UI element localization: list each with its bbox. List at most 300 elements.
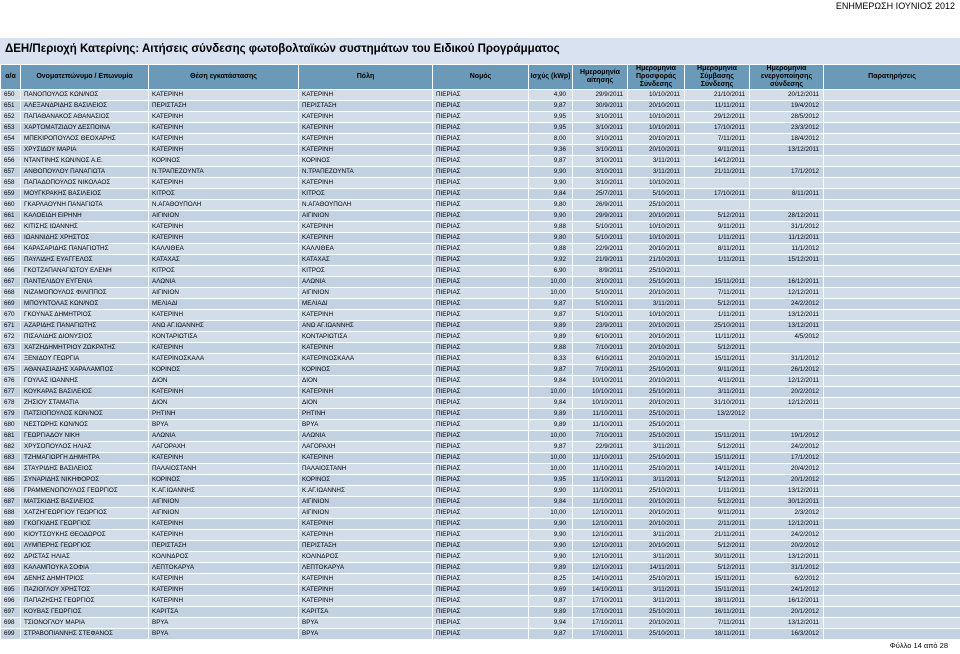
cell-contract-date: 5/12/2011 (685, 299, 750, 310)
cell-city: ΚΑΤΕΡΙΝΗ (299, 343, 433, 354)
col-header-application-date: Ημερομηνία αίτησης (573, 65, 628, 90)
cell-location: ΚΑΤΕΡΙΝΗ (149, 123, 299, 134)
cell-remarks (824, 519, 960, 530)
cell-remarks (824, 310, 960, 321)
table-row (1, 365, 960, 376)
cell-power: 9,90 (529, 167, 573, 178)
cell-activation-date (750, 200, 824, 211)
cell-offer-date: 10/10/2011 (628, 222, 685, 233)
cell-application-date: 17/10/2011 (573, 629, 628, 640)
cell-prefecture: ΠΙΕΡΙΑΣ (433, 420, 529, 431)
cell-prefecture: ΠΙΕΡΙΑΣ (433, 266, 529, 277)
cell-contract-date: 11/11/2011 (685, 101, 750, 112)
cell-remarks (824, 486, 960, 497)
table-row (1, 552, 960, 563)
cell-location: ΚΑΤΕΡΙΝΗ (149, 387, 299, 398)
table-row (1, 299, 960, 310)
cell-aa: 693 (1, 563, 21, 574)
cell-activation-date (750, 178, 824, 189)
cell-location: ΠΕΡΙΣΤΑΣΗ (149, 101, 299, 112)
cell-aa: 670 (1, 310, 21, 321)
cell-application-date: 3/10/2011 (573, 145, 628, 156)
cell-application-date: 12/10/2011 (573, 563, 628, 574)
cell-contract-date: 5/12/2011 (685, 343, 750, 354)
cell-aa: 669 (1, 299, 21, 310)
cell-name: ΠΙΣΑΛΙΔΗΣ ΔΙΟΝΥΣΙΟΣ (21, 332, 149, 343)
cell-city: ΚΑΤΕΡΙΝΗ (299, 233, 433, 244)
cell-name: ΑΛΕΞΑΝΔΡΙΔΗΣ ΒΑΣΙΛΕΙΟΣ (21, 101, 149, 112)
cell-contract-date: 5/12/2011 (685, 563, 750, 574)
cell-city: ΚΑΤΕΡΙΝΗ (299, 222, 433, 233)
cell-city: ΚΑΤΕΡΙΝΗ (299, 387, 433, 398)
cell-power: 9,89 (529, 420, 573, 431)
cell-offer-date: 25/10/2011 (628, 607, 685, 618)
cell-city: ΚΑΤΕΡΙΝΗ (299, 453, 433, 464)
col-header-prefecture: Νομός (433, 65, 529, 90)
col-header-name: Ονοματεπώνυμο / Επωνυμία (21, 65, 149, 90)
cell-remarks (824, 541, 960, 552)
cell-prefecture: ΠΙΕΡΙΑΣ (433, 431, 529, 442)
cell-power: 9,84 (529, 497, 573, 508)
cell-prefecture: ΠΙΕΡΙΑΣ (433, 365, 529, 376)
cell-prefecture: ΠΙΕΡΙΑΣ (433, 508, 529, 519)
cell-aa: 664 (1, 244, 21, 255)
cell-remarks (824, 387, 960, 398)
cell-offer-date: 20/10/2011 (628, 398, 685, 409)
cell-name: ΠΑΠΑΔΟΠΟΥΛΟΣ ΝΙΚΟΛΑΟΣ (21, 178, 149, 189)
cell-prefecture: ΠΙΕΡΙΑΣ (433, 398, 529, 409)
cell-contract-date: 5/12/2011 (685, 497, 750, 508)
cell-power: 9,88 (529, 343, 573, 354)
cell-remarks (824, 189, 960, 200)
cell-activation-date: 6/2/2012 (750, 574, 824, 585)
cell-offer-date: 20/10/2011 (628, 541, 685, 552)
cell-offer-date: 25/10/2011 (628, 387, 685, 398)
cell-offer-date: 20/10/2011 (628, 354, 685, 365)
cell-offer-date: 3/11/2011 (628, 299, 685, 310)
cell-aa: 680 (1, 420, 21, 431)
cell-contract-date: 7/11/2011 (685, 288, 750, 299)
cell-power: 9,95 (529, 123, 573, 134)
cell-remarks (824, 354, 960, 365)
cell-name: ΠΑΤΣΙΟΠΟΥΛΟΣ ΚΩΝ/ΝΟΣ (21, 409, 149, 420)
cell-application-date: 11/10/2011 (573, 475, 628, 486)
cell-contract-date: 30/11/2011 (685, 552, 750, 563)
cell-remarks (824, 475, 960, 486)
cell-application-date: 11/10/2011 (573, 497, 628, 508)
cell-contract-date: 5/12/2011 (685, 541, 750, 552)
cell-power: 9,88 (529, 244, 573, 255)
cell-location: ΑΝΩ ΑΓ.ΙΩΑΝΝΗΣ (149, 321, 299, 332)
cell-application-date: 3/10/2011 (573, 134, 628, 145)
cell-power: 10,00 (529, 464, 573, 475)
cell-name: ΓΡΑΜΜΕΝΟΠΟΥΛΟΣ ΓΕΩΡΓΙΟΣ (21, 486, 149, 497)
cell-application-date: 3/10/2011 (573, 156, 628, 167)
cell-city: ΚΑΤΕΡΙΝΗ (299, 123, 433, 134)
cell-name: ΓΟΥΛΑΣ ΙΩΑΝΝΗΣ (21, 376, 149, 387)
cell-power: 9,87 (529, 299, 573, 310)
cell-remarks (824, 629, 960, 640)
cell-aa: 687 (1, 497, 21, 508)
cell-offer-date: 25/10/2011 (628, 266, 685, 277)
cell-offer-date: 10/10/2011 (628, 310, 685, 321)
cell-contract-date: 21/10/2011 (685, 90, 750, 101)
cell-aa: 675 (1, 365, 21, 376)
cell-power: 6,90 (529, 266, 573, 277)
cell-aa: 651 (1, 101, 21, 112)
cell-location: ΑΛΩΝΙΑ (149, 277, 299, 288)
cell-offer-date: 20/10/2011 (628, 497, 685, 508)
cell-activation-date: 24/2/2012 (750, 442, 824, 453)
cell-offer-date: 20/10/2011 (628, 145, 685, 156)
cell-prefecture: ΠΙΕΡΙΑΣ (433, 541, 529, 552)
cell-offer-date: 5/10/2011 (628, 189, 685, 200)
cell-name: ΝΤΑΝΤΙΝΗΣ ΚΩΝ/ΝΟΣ Α.Ε. (21, 156, 149, 167)
cell-prefecture: ΠΙΕΡΙΑΣ (433, 200, 529, 211)
cell-offer-date: 10/10/2011 (628, 90, 685, 101)
cell-remarks (824, 563, 960, 574)
table-row (1, 222, 960, 233)
cell-activation-date: 8/11/2011 (750, 189, 824, 200)
cell-aa: 696 (1, 596, 21, 607)
table-row (1, 134, 960, 145)
cell-location: ΑΙΓΙΝΙΟΝ (149, 497, 299, 508)
table-row (1, 618, 960, 629)
cell-power: 10,00 (529, 508, 573, 519)
cell-activation-date (750, 266, 824, 277)
cell-activation-date: 12/12/2011 (750, 398, 824, 409)
cell-aa: 671 (1, 321, 21, 332)
col-header-power: Ισχύς (kWp) (529, 65, 573, 90)
cell-activation-date: 12/12/2011 (750, 288, 824, 299)
cell-activation-date (750, 156, 824, 167)
cell-location: ΚΑΤΕΡΙΝΗ (149, 310, 299, 321)
cell-location: ΔΙΟΝ (149, 376, 299, 387)
cell-prefecture: ΠΙΕΡΙΑΣ (433, 90, 529, 101)
cell-location: Κ.ΑΓ.ΙΩΑΝΝΗΣ (149, 486, 299, 497)
cell-remarks (824, 145, 960, 156)
cell-name: ΣΥΝΑΡΙΔΗΣ ΝΙΚΗΦΟΡΟΣ (21, 475, 149, 486)
cell-prefecture: ΠΙΕΡΙΑΣ (433, 112, 529, 123)
cell-location: ΛΑΓΟΡΑΧΗ (149, 442, 299, 453)
cell-city: ΚΑΤΕΡΙΝΗ (299, 178, 433, 189)
cell-location: ΚΑΤΑΧΑΣ (149, 255, 299, 266)
cell-application-date: 7/10/2011 (573, 365, 628, 376)
cell-location: ΚΑΤΕΡΙΝΟΣΚΑΛΑ (149, 354, 299, 365)
cell-location: ΒΡΥΑ (149, 629, 299, 640)
cell-location: ΚΙΤΡΟΣ (149, 266, 299, 277)
cell-prefecture: ΠΙΕΡΙΑΣ (433, 222, 529, 233)
cell-activation-date: 16/3/2012 (750, 629, 824, 640)
cell-contract-date: 1/11/2011 (685, 233, 750, 244)
cell-power: 9,84 (529, 376, 573, 387)
cell-city: ΑΙΓΙΝΙΟΝ (299, 211, 433, 222)
cell-city: Ν.ΤΡΑΠΕΖΟΥΝΤΑ (299, 167, 433, 178)
cell-activation-date: 16/12/2011 (750, 277, 824, 288)
cell-contract-date: 18/11/2011 (685, 629, 750, 640)
cell-activation-date: 20/1/2012 (750, 475, 824, 486)
cell-location: ΚΙΤΡΟΣ (149, 189, 299, 200)
cell-remarks (824, 607, 960, 618)
cell-activation-date: 28/5/2012 (750, 112, 824, 123)
cell-activation-date (750, 343, 824, 354)
cell-offer-date: 20/10/2011 (628, 134, 685, 145)
cell-aa: 688 (1, 508, 21, 519)
cell-offer-date: 20/10/2011 (628, 211, 685, 222)
table-row (1, 255, 960, 266)
cell-offer-date: 10/10/2011 (628, 233, 685, 244)
cell-application-date: 26/9/2011 (573, 200, 628, 211)
cell-contract-date: 15/11/2011 (685, 431, 750, 442)
cell-offer-date: 10/10/2011 (628, 112, 685, 123)
cell-power: 9,87 (529, 365, 573, 376)
cell-aa: 656 (1, 156, 21, 167)
col-header-city: Πόλη (299, 65, 433, 90)
cell-remarks (824, 453, 960, 464)
cell-power: 9,90 (529, 541, 573, 552)
cell-remarks (824, 552, 960, 563)
cell-power: 9,87 (529, 442, 573, 453)
cell-activation-date: 20/2/2012 (750, 387, 824, 398)
cell-application-date: 14/10/2011 (573, 585, 628, 596)
cell-contract-date: 21/11/2011 (685, 167, 750, 178)
cell-location: ΚΟΝΤΑΡΙΩΤΙΣΑ (149, 332, 299, 343)
cell-city: ΠΑΛΑΙΟΣΤΑΝΗ (299, 464, 433, 475)
cell-aa: 673 (1, 343, 21, 354)
cell-power: 10,00 (529, 431, 573, 442)
cell-aa: 676 (1, 376, 21, 387)
table-row (1, 431, 960, 442)
cell-power: 9,80 (529, 233, 573, 244)
cell-city: ΜΕΛΙΑΔΙ (299, 299, 433, 310)
cell-city: ΑΙΓΙΝΙΟΝ (299, 497, 433, 508)
cell-aa: 659 (1, 189, 21, 200)
table-row (1, 156, 960, 167)
table-row (1, 90, 960, 101)
cell-city: ΚΑΤΕΡΙΝΗ (299, 596, 433, 607)
cell-offer-date: 21/10/2011 (628, 255, 685, 266)
cell-aa: 684 (1, 464, 21, 475)
table-row (1, 211, 960, 222)
cell-remarks (824, 618, 960, 629)
cell-remarks (824, 497, 960, 508)
cell-prefecture: ΠΙΕΡΙΑΣ (433, 145, 529, 156)
cell-contract-date: 13/2/2012 (685, 409, 750, 420)
cell-prefecture: ΠΙΕΡΙΑΣ (433, 596, 529, 607)
table-row (1, 464, 960, 475)
cell-aa: 666 (1, 266, 21, 277)
cell-power: 9,87 (529, 596, 573, 607)
cell-aa: 654 (1, 134, 21, 145)
cell-aa: 694 (1, 574, 21, 585)
cell-activation-date (750, 409, 824, 420)
cell-offer-date: 3/11/2011 (628, 156, 685, 167)
table-row (1, 167, 960, 178)
cell-city: ΚΑΡΙΤΣΑ (299, 607, 433, 618)
cell-contract-date: 11/11/2011 (685, 332, 750, 343)
cell-location: ΑΙΓΙΝΙΟΝ (149, 508, 299, 519)
cell-remarks (824, 101, 960, 112)
cell-city: ΑΙΓΙΝΙΟΝ (299, 288, 433, 299)
cell-remarks (824, 156, 960, 167)
cell-location: ΠΕΡΙΣΤΑΣΗ (149, 541, 299, 552)
cell-power: 9,80 (529, 200, 573, 211)
cell-prefecture: ΠΙΕΡΙΑΣ (433, 563, 529, 574)
cell-city: ΑΝΩ ΑΓ.ΙΩΑΝΝΗΣ (299, 321, 433, 332)
cell-application-date: 6/10/2011 (573, 332, 628, 343)
cell-city: ΚΑΤΕΡΙΝΗ (299, 134, 433, 145)
cell-application-date: 3/10/2011 (573, 277, 628, 288)
cell-offer-date: 25/10/2011 (628, 200, 685, 211)
cell-power: 9,84 (529, 189, 573, 200)
table-row (1, 277, 960, 288)
cell-application-date: 10/10/2011 (573, 376, 628, 387)
cell-activation-date: 13/12/2011 (750, 486, 824, 497)
cell-remarks (824, 596, 960, 607)
cell-city: ΑΙΓΙΝΙΟΝ (299, 508, 433, 519)
cell-prefecture: ΠΙΕΡΙΑΣ (433, 134, 529, 145)
cell-power: 9,87 (529, 629, 573, 640)
cell-offer-date: 25/10/2011 (628, 453, 685, 464)
cell-activation-date: 2/3/2012 (750, 508, 824, 519)
cell-application-date: 11/10/2011 (573, 464, 628, 475)
cell-prefecture: ΠΙΕΡΙΑΣ (433, 233, 529, 244)
cell-power: 9,89 (529, 563, 573, 574)
cell-contract-date: 18/11/2011 (685, 596, 750, 607)
cell-location: ΚΑΤΕΡΙΝΗ (149, 222, 299, 233)
cell-power: 9,90 (529, 178, 573, 189)
cell-application-date: 12/10/2011 (573, 530, 628, 541)
cell-contract-date: 15/11/2011 (685, 453, 750, 464)
cell-contract-date: 2/11/2011 (685, 519, 750, 530)
table-row (1, 486, 960, 497)
cell-prefecture: ΠΙΕΡΙΑΣ (433, 255, 529, 266)
cell-city: ΒΡΥΑ (299, 629, 433, 640)
cell-remarks (824, 299, 960, 310)
cell-aa: 697 (1, 607, 21, 618)
cell-offer-date: 25/10/2011 (628, 409, 685, 420)
cell-location: ΚΟΡΙΝΟΣ (149, 156, 299, 167)
cell-name: ΧΑΤΖΗΓΕΩΡΓΙΟΥ ΓΕΩΡΓΙΟΣ (21, 508, 149, 519)
cell-power: 4,90 (529, 90, 573, 101)
cell-contract-date: 17/10/2011 (685, 189, 750, 200)
cell-contract-date (685, 420, 750, 431)
cell-offer-date: 20/10/2011 (628, 618, 685, 629)
cell-activation-date: 13/12/2011 (750, 618, 824, 629)
cell-location: ΑΙΓΙΝΙΟΝ (149, 288, 299, 299)
col-header-activation-date: Ημερομηνία ενεργοποίησης σύνδεσης (750, 65, 824, 90)
cell-name: ΓΚΑΡΛΑΟΥΝΗ ΠΑΝΑΓΙΩΤΑ (21, 200, 149, 211)
table-row (1, 310, 960, 321)
cell-activation-date: 20/12/2011 (750, 90, 824, 101)
cell-city: ΔΙΟΝ (299, 398, 433, 409)
cell-offer-date: 20/10/2011 (628, 376, 685, 387)
cell-aa: 657 (1, 167, 21, 178)
cell-offer-date: 25/10/2011 (628, 629, 685, 640)
cell-location: Ν.ΤΡΑΠΕΖΟΥΝΤΑ (149, 167, 299, 178)
table-row (1, 200, 960, 211)
applications-table (0, 64, 960, 640)
cell-prefecture: ΠΙΕΡΙΑΣ (433, 464, 529, 475)
cell-remarks (824, 343, 960, 354)
cell-power: 9,90 (529, 530, 573, 541)
cell-prefecture: ΠΙΕΡΙΑΣ (433, 101, 529, 112)
cell-contract-date: 1/11/2011 (685, 486, 750, 497)
cell-remarks (824, 508, 960, 519)
cell-offer-date: 20/10/2011 (628, 321, 685, 332)
cell-prefecture: ΠΙΕΡΙΑΣ (433, 387, 529, 398)
cell-contract-date: 9/11/2011 (685, 222, 750, 233)
table-row (1, 497, 960, 508)
cell-contract-date: 15/11/2011 (685, 354, 750, 365)
table-row (1, 387, 960, 398)
cell-city: ΚΑΤΕΡΙΝΗ (299, 112, 433, 123)
cell-remarks (824, 112, 960, 123)
cell-city: ΠΕΡΙΣΤΑΣΗ (299, 541, 433, 552)
cell-aa: 683 (1, 453, 21, 464)
cell-activation-date: 31/1/2012 (750, 354, 824, 365)
cell-contract-date: 7/11/2011 (685, 134, 750, 145)
table-row (1, 563, 960, 574)
cell-name: ΓΚΟΥΝΑΣ ΔΗΜΗΤΡΙΟΣ (21, 310, 149, 321)
cell-location: ΚΑΤΕΡΙΝΗ (149, 453, 299, 464)
cell-aa: 689 (1, 519, 21, 530)
cell-power: 9,87 (529, 310, 573, 321)
table-row (1, 530, 960, 541)
cell-activation-date: 12/12/2011 (750, 376, 824, 387)
cell-aa: 667 (1, 277, 21, 288)
cell-contract-date: 31/10/2011 (685, 398, 750, 409)
table-row (1, 321, 960, 332)
cell-power: 9,90 (529, 552, 573, 563)
cell-power: 9,94 (529, 618, 573, 629)
cell-application-date: 10/10/2011 (573, 398, 628, 409)
cell-activation-date: 19/4/2012 (750, 101, 824, 112)
cell-application-date: 7/10/2011 (573, 343, 628, 354)
cell-power: 10,00 (529, 387, 573, 398)
cell-location: ΒΡΥΑ (149, 420, 299, 431)
cell-contract-date: 7/11/2011 (685, 618, 750, 629)
cell-name: ΠΑΠΑΘΑΝΑΚΟΣ ΑΘΑΝΑΣΙΟΣ (21, 112, 149, 123)
cell-activation-date: 17/1/2012 (750, 453, 824, 464)
cell-application-date: 30/9/2011 (573, 101, 628, 112)
cell-city: ΚΑΤΕΡΙΝΗ (299, 585, 433, 596)
cell-location: ΚΑΤΕΡΙΝΗ (149, 112, 299, 123)
cell-contract-date: 14/12/2011 (685, 156, 750, 167)
cell-offer-date: 25/10/2011 (628, 277, 685, 288)
cell-activation-date: 28/12/2011 (750, 211, 824, 222)
cell-activation-date: 24/2/2012 (750, 299, 824, 310)
cell-name: ΧΑΡΤΟΜΑΤΖΙΔΟΥ ΔΕΣΠΟΙΝΑ (21, 123, 149, 134)
cell-prefecture: ΠΙΕΡΙΑΣ (433, 629, 529, 640)
cell-power: 8,25 (529, 574, 573, 585)
cell-prefecture: ΠΙΕΡΙΑΣ (433, 453, 529, 464)
cell-application-date: 10/10/2011 (573, 387, 628, 398)
cell-name: ΜΟΥΓΚΡΑΚΗΣ ΒΑΣΙΛΕΙΟΣ (21, 189, 149, 200)
cell-offer-date: 25/10/2011 (628, 365, 685, 376)
cell-remarks (824, 244, 960, 255)
table-row (1, 178, 960, 189)
cell-application-date: 17/10/2011 (573, 596, 628, 607)
cell-city: ΚΟΛΙΝΔΡΟΣ (299, 552, 433, 563)
table-row (1, 585, 960, 596)
cell-aa: 686 (1, 486, 21, 497)
cell-application-date: 12/10/2011 (573, 552, 628, 563)
cell-aa: 661 (1, 211, 21, 222)
cell-aa: 652 (1, 112, 21, 123)
cell-activation-date: 16/12/2011 (750, 596, 824, 607)
cell-name: ΓΚΟΓΚΙΔΗΣ ΓΕΩΡΓΙΟΣ (21, 519, 149, 530)
